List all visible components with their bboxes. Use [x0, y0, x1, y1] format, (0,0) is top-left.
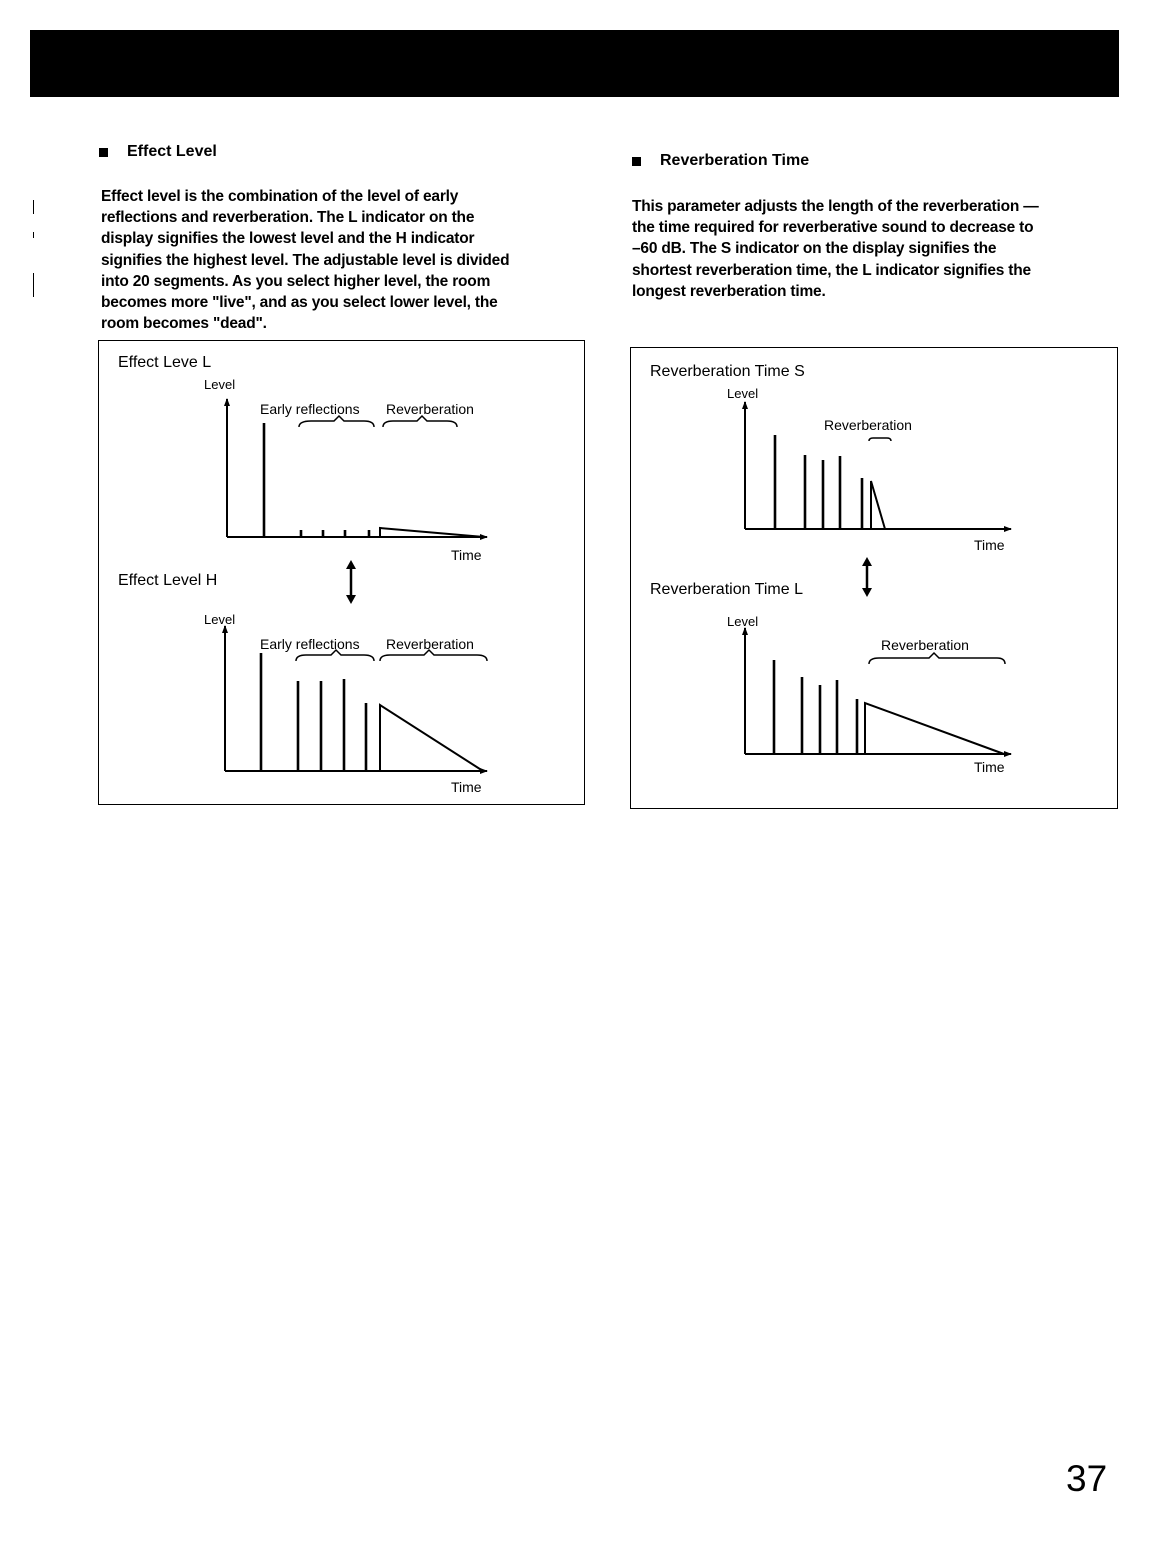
upper-axes	[227, 399, 487, 537]
y-axis-label: Level	[727, 386, 759, 401]
text-line: This parameter adjusts the length of the reverberation —	[632, 198, 1039, 215]
reverberation-label: Reverberation	[881, 637, 969, 653]
text-line: reflections and reverberation. The L indicator on the	[101, 209, 475, 227]
reverberation-time-diagram	[631, 348, 1119, 810]
reverberation-time-heading-text: Reverberation Time	[660, 152, 810, 169]
early-reflections-brace	[299, 416, 374, 427]
y-axis-label: Level	[204, 377, 236, 392]
upper-impulse-lines	[775, 435, 862, 529]
reverberation-label: Reverberation	[824, 417, 912, 433]
effect-level-diagram	[99, 341, 586, 806]
lower-reverberation-decay	[865, 703, 1004, 754]
upper-impulse-lines	[264, 423, 369, 537]
lower-diagram-title: Effect Level H	[118, 572, 218, 589]
bullet-square-icon	[99, 148, 108, 157]
text-line: signifies the highest level. The adjustable level is divided	[101, 251, 510, 269]
text-line: becomes more "live", and as you select lower level, the	[101, 294, 498, 312]
double-arrow-icon	[862, 557, 872, 597]
y-axis-label: Level	[727, 614, 759, 629]
upper-diagram-title: Reverberation Time S	[650, 363, 805, 380]
early-reflections-label: Early reflections	[260, 636, 360, 652]
header-bar	[30, 30, 1119, 97]
margin-mark	[33, 232, 34, 238]
reverberation-time-figure	[630, 347, 1118, 809]
text-line: shortest reverberation time, the L indicator signifies the	[632, 261, 1031, 279]
text-line: into 20 segments. As you select higher level, the room	[101, 272, 491, 290]
bullet-square-icon	[632, 157, 641, 166]
double-arrow-icon	[346, 560, 356, 604]
upper-diagram-title: Effect Leve L	[118, 354, 212, 371]
margin-mark	[33, 200, 34, 214]
reverberation-time-heading	[632, 152, 809, 170]
x-axis-label: Time	[974, 759, 1005, 775]
lower-impulse-lines	[261, 653, 366, 771]
lower-axes	[745, 628, 1011, 754]
reverberation-time-description	[632, 196, 1039, 302]
text-line: room becomes "dead".	[101, 315, 267, 333]
lower-reverberation-decay	[380, 705, 483, 771]
upper-reverberation-decay	[871, 481, 885, 529]
lower-impulse-lines	[774, 660, 857, 754]
reverberation-brace	[383, 416, 457, 427]
effect-level-heading	[99, 143, 217, 161]
reverberation-brace	[869, 653, 1005, 664]
effect-level-description	[101, 186, 509, 334]
reverberation-brace	[869, 438, 891, 441]
text-line: longest reverberation time.	[632, 282, 826, 300]
effect-level-heading-text: Effect Level	[127, 143, 217, 160]
x-axis-label: Time	[451, 547, 482, 563]
upper-reverberation-decay	[380, 528, 484, 537]
margin-mark	[33, 273, 34, 297]
text-line: Effect level is the combination of the level of early	[101, 188, 459, 205]
lower-diagram-title: Reverberation Time L	[650, 581, 803, 598]
text-line: –60 dB. The S indicator on the display signifies the	[632, 240, 997, 258]
text-line: the time required for reverberative sound to decrease to	[632, 219, 1034, 237]
reverberation-label: Reverberation	[386, 636, 474, 652]
page-number: 37	[1066, 1458, 1108, 1499]
text-line: display signifies the lowest level and the H indicator	[101, 230, 475, 248]
reverberation-label: Reverberation	[386, 401, 474, 417]
x-axis-label: Time	[974, 537, 1005, 553]
x-axis-label: Time	[451, 779, 482, 795]
effect-level-figure	[98, 340, 585, 805]
y-axis-label: Level	[204, 612, 236, 627]
early-reflections-label: Early reflections	[260, 401, 360, 417]
